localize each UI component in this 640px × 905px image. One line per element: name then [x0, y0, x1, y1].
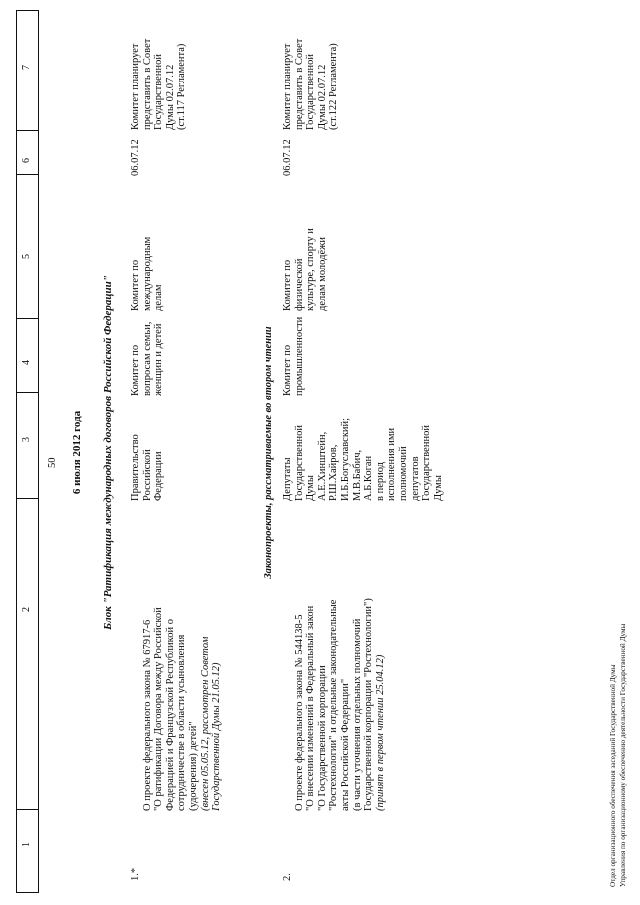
column-divider — [17, 318, 38, 319]
item-initiator: Депутаты Государственной Думы А.Е.Хинштейн, Р.Ш.Хайров, И.Б.Богуславский; М.В.Бабич, А.Б.Коган в период исполнения ими полномочий депутатов Государственной Думы — [282, 417, 444, 501]
date-heading: 6 июля 2012 года — [71, 410, 83, 495]
column-number-2: 2 — [21, 607, 32, 612]
column-number-7: 7 — [21, 65, 32, 70]
column-number-5: 5 — [21, 254, 32, 259]
item-number: 1.* — [130, 867, 141, 881]
item-date: 06.07.12 — [130, 139, 141, 176]
item-responsible-committee: Комитет по международным делам — [130, 236, 165, 311]
block-heading: Блок "Ратификация международных договоров Российской Федерации" — [102, 275, 114, 630]
item-title — [282, 511, 398, 811]
page-number: 50 — [47, 457, 58, 468]
column-number-4: 4 — [21, 360, 32, 365]
column-divider — [17, 498, 38, 499]
column-divider — [17, 392, 38, 393]
item-title — [130, 511, 234, 811]
column-divider — [17, 809, 38, 810]
footer-line: Отдел организационного обеспечения заседаний Государственной Думы — [609, 664, 617, 887]
item-number: 2. — [282, 873, 293, 881]
column-divider — [17, 174, 38, 175]
item-co-committee: Комитет по промышленности — [282, 316, 305, 396]
item-note: (внесен 05.05.12, рассмотрен Советом Государственной Думы 21.05.12) — [199, 636, 223, 811]
item-note: (принят в первом чтении 25.04.12) — [374, 654, 386, 811]
item-plan: Комитет планирует представить в Совет Государственной Думы 02.07.12 (ст.122 Регламента) — [282, 38, 340, 130]
item-title-text: О проекте федерального закона № 544138-5 "О внесении изменений в Федеральный закон "О Государственной корпорации "Ростехнологии" и отдельные законодательные акты Российской Федерации" (в части уточнения отдельных полномочий Государственной корпорации "Ростехнологии") — [293, 598, 375, 811]
column-number-1: 1 — [21, 842, 32, 847]
item-date: 06.07.12 — [282, 139, 293, 176]
column-number-3: 3 — [21, 437, 32, 442]
item-title-text: О проекте федерального закона № 67917-6 "О ратификации Договора между Российской Федерацией и Французской Республикой о сотрудничестве в области усыновления (удочерения) детей" — [141, 607, 199, 811]
section-heading: Законопроекты, рассматриваемые во втором чтении — [263, 326, 274, 579]
column-number-6: 6 — [21, 158, 32, 163]
item-initiator: Правительство Российской Федерации — [130, 434, 165, 501]
item-co-committee: Комитет по вопросам семьи, женщин и детей — [130, 321, 165, 396]
column-number-header — [16, 10, 39, 893]
column-divider — [17, 130, 38, 131]
item-responsible-committee: Комитет по физической культуре, спорту и делам молодёжи — [282, 228, 328, 311]
footer-line: Управления по организационному обеспечению деятельности Государственной Думы — [619, 623, 627, 887]
item-plan: Комитет планирует представить в Совет Государственной Думы 02.07.12 (ст.117 Регламента) — [130, 38, 188, 130]
